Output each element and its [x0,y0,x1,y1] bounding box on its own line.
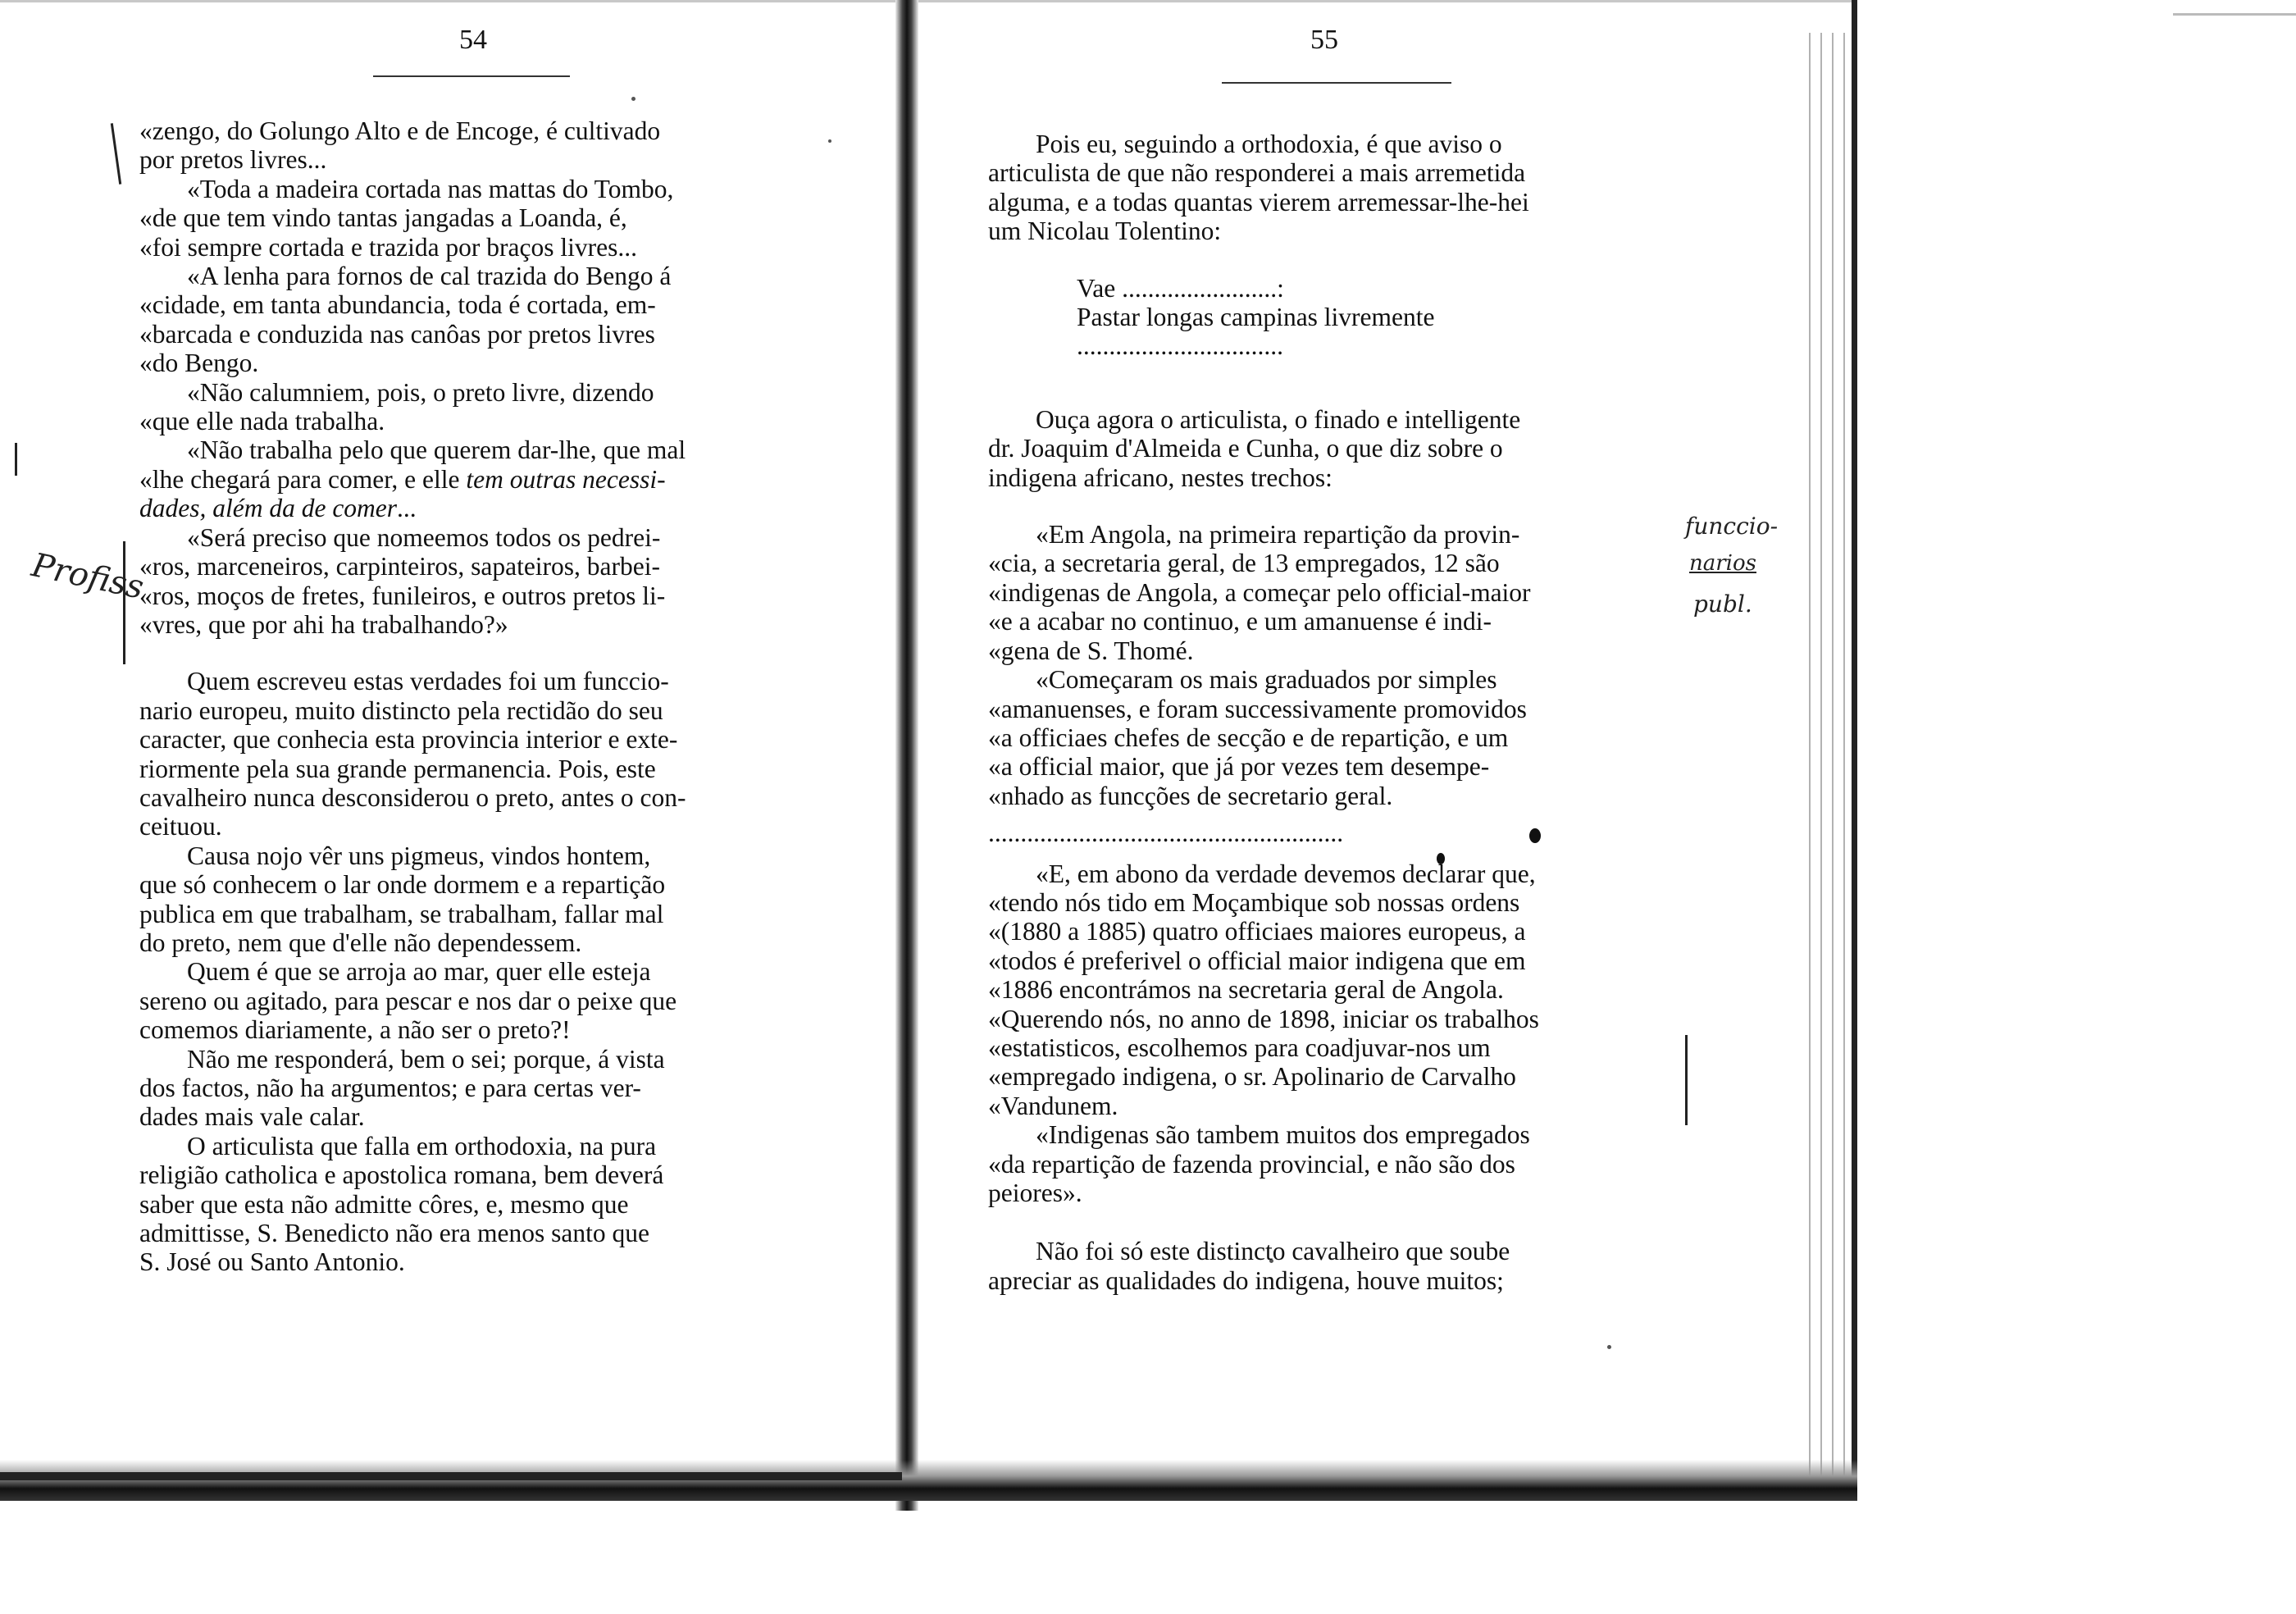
text-line: «cidade, em tanta abundancia, toda é cortada, em- [139,290,656,320]
italic-span: dades, além da de comer [139,494,398,523]
text-line: «vres, que por ahi ha trabalhando?» [139,609,508,639]
text-line: «Toda a madeira cortada nas mattas do Tombo, [187,174,674,203]
text-line: S. José ou Santo Antonio. [139,1247,405,1277]
text-line: apreciar as qualidades do indigena, houve muitos; [988,1265,1504,1295]
text-line: «zengo, do Golungo Alto e de Encoge, é cultivado [139,116,661,145]
paragraph-gap [988,492,1675,520]
page-number-right: 55 [1310,25,1338,55]
text-line: «indigenas de Angola, a começar pelo official-maior [988,577,1531,607]
header-rule-left [373,75,570,77]
text-line: dr. Joaquim d'Almeida e Cunha, o que diz sobre o [988,434,1503,463]
paragraph-gap [988,1207,1675,1237]
text-line: «E, em abono da verdade devemos declarar que, [1036,859,1536,888]
text-line: «foi sempre cortada e trazida por braços livres... [139,232,637,262]
text-line: «Não trabalha pelo que querem dar-lhe, que mal [187,435,686,465]
dot-leader: ................................ [1077,331,1283,361]
italic-span: tem outras necessi- [466,464,666,494]
speck [1607,1345,1611,1349]
text-line: «da repartição de fazenda provincial, e não são dos [988,1149,1515,1179]
bottom-edge-left [0,1472,902,1480]
bottom-edge-shadow [0,1460,1857,1501]
margin-mark [15,443,17,476]
text-line: Quem escreveu estas verdades foi um funccio- [187,667,669,696]
text-line: por pretos livres... [139,145,327,175]
text-line: «de que tem vindo tantas jangadas a Loanda, é, [139,203,627,233]
left-page-text [139,116,820,1277]
text-line: ceituou. [139,812,222,841]
handwritten-note-right: publ. [1693,590,1752,618]
page-number-left: 54 [459,25,487,55]
handwritten-note-right: funccio- [1685,513,1779,540]
text-line: «do Bengo. [139,349,259,378]
text-line: um Nicolau Tolentino: [988,217,1222,246]
text-line: admittisse, S. Benedicto não era menos santo que [139,1219,649,1248]
page-edge-shadow [1804,33,1853,1493]
text-line [139,494,820,522]
right-page-text [988,130,1675,1295]
text-line: «(1880 a 1885) quatro officiaes maiores europeus, a [988,917,1526,946]
text-line: publica em que trabalham, se trabalham, fallar mal [139,899,664,928]
text-line: dos factos, não ha argumentos; e para certas ver- [139,1074,641,1102]
text-line: peiores». [988,1179,1082,1207]
text-line: articulista de que não responderei a mais arremetida [988,158,1526,188]
text-line: «A lenha para fornos de cal trazida do Bengo á [187,262,672,291]
text-line: cavalheiro nunca desconsiderou o preto, antes o con- [139,782,686,812]
text-line: «ros, moços de fretes, funileiros, e outros pretos li- [139,581,666,610]
text-line: comemos diariamente, a não ser o preto?! [139,1015,571,1045]
speck [631,97,636,101]
text-line: caracter, que conhecia esta provincia interior e exte- [139,725,678,755]
scan-edge-mark [2173,13,2296,16]
text-line: do preto, nem que d'elle não dependessem. [139,928,582,957]
text-line: «ros, marceneiros, carpinteiros, sapateiros, barbei- [139,552,660,581]
text-span: «lhe chegará para comer, e elle [139,464,460,494]
text-line: «1886 encontrámos na secretaria geral de Angola. [988,975,1504,1005]
text-line: «gena de S. Thomé. [988,636,1194,665]
text-line: sereno ou agitado, para pescar e nos dar o peixe que [139,986,677,1015]
text-line: «Começaram os mais graduados por simples [1036,665,1497,695]
text-line: indigena africano, nestes trechos: [988,463,1332,492]
section-break-dots: ....................................................... [988,818,1344,848]
text-line: «Indigenas são tambem muitos dos empregados [1036,1120,1530,1150]
text-line: que só conhecem o lar onde dormem e a repartição [139,870,666,900]
margin-mark [111,123,121,185]
text-line: Ouça agora o articulista, o finado e intelligente [1036,404,1521,434]
text-line: Causa nojo vêr uns pigmeus, vindos hontem, [187,841,651,870]
text-line: Não foi só este distincto cavalheiro que soube [1036,1237,1510,1266]
text-line: «que elle nada trabalha. [139,407,385,436]
text-line: riormente pela sua grande permanencia. Pois, este [139,754,656,783]
book-gutter [895,0,918,1511]
text-line: «estatisticos, escolhemos para coadjuvar-nos um [988,1033,1491,1062]
top-edge [0,0,1857,2]
text-line: dades mais vale calar. [139,1102,365,1132]
text-line: «e a acabar no continuo, e um amanuense é indi- [988,607,1492,636]
verse-line: Pastar longas campinas livremente [1077,303,1435,332]
text-line: «Em Angola, na primeira repartição da provin- [1036,520,1520,549]
handwritten-note-left: Profiss [28,546,148,607]
paragraph-gap [988,848,1675,859]
text-line: saber que esta não admitte côres, e, mesmo que [139,1189,629,1219]
ellipsis: ... [397,494,417,523]
header-rule-right [1222,82,1451,84]
text-line: O articulista que falla em orthodoxia, na pura [187,1131,657,1160]
text-line: «Vandunem. [988,1091,1118,1120]
text-line: Pois eu, seguindo a orthodoxia, é que aviso o [1036,130,1502,158]
margin-bracket [1685,1035,1688,1125]
paragraph-gap [988,361,1675,405]
verse-text: Vae [1077,273,1116,303]
paragraph-gap [139,639,820,667]
text-line: Quem é que se arroja ao mar, quer elle esteja [187,957,651,987]
text-line: alguma, e a todas quantas vierem arremessar-lhe-hei [988,187,1529,217]
handwritten-note-right: narios [1689,551,1756,576]
text-line: «barcada e conduzida nas canôas por pretos livres [139,319,655,349]
text-line [139,465,820,494]
text-line: «Querendo nós, no anno de 1898, iniciar os trabalhos [988,1004,1539,1033]
paragraph-gap [988,246,1675,274]
dot-leader: ........................: [1122,273,1284,303]
text-line: «empregado indigena, o sr. Apolinario de Carvalho [988,1062,1516,1092]
text-line: «tendo nós tido em Moçambique sob nossas ordens [988,887,1520,917]
text-line: «cia, a secretaria geral, de 13 empregados, 12 são [988,549,1500,578]
text-line: «amanuenses, e foram successivamente promovidos [988,694,1527,723]
right-page-edge [1852,0,1857,1494]
text-line: «nhado as funcções de secretario geral. [988,781,1393,810]
text-line: «todos é preferivel o official maior indigena que em [988,946,1526,975]
text-line: Não me responderá, bem o sei; porque, á vista [187,1044,665,1074]
speck [828,139,831,143]
text-line: «a officiaes chefes de secção e de repartição, e um [988,723,1509,752]
text-line: nario europeu, muito distincto pela rectidão do seu [139,695,663,725]
text-line: «Não calumniem, pois, o preto livre, dizendo [187,377,654,407]
text-line: «Será preciso que nomeemos todos os pedrei- [187,522,661,552]
verse-line [988,274,1675,303]
text-line: religião catholica e apostolica romana, bem deverá [139,1160,664,1190]
text-line: «a official maior, que já por vezes tem desempe- [988,752,1490,782]
